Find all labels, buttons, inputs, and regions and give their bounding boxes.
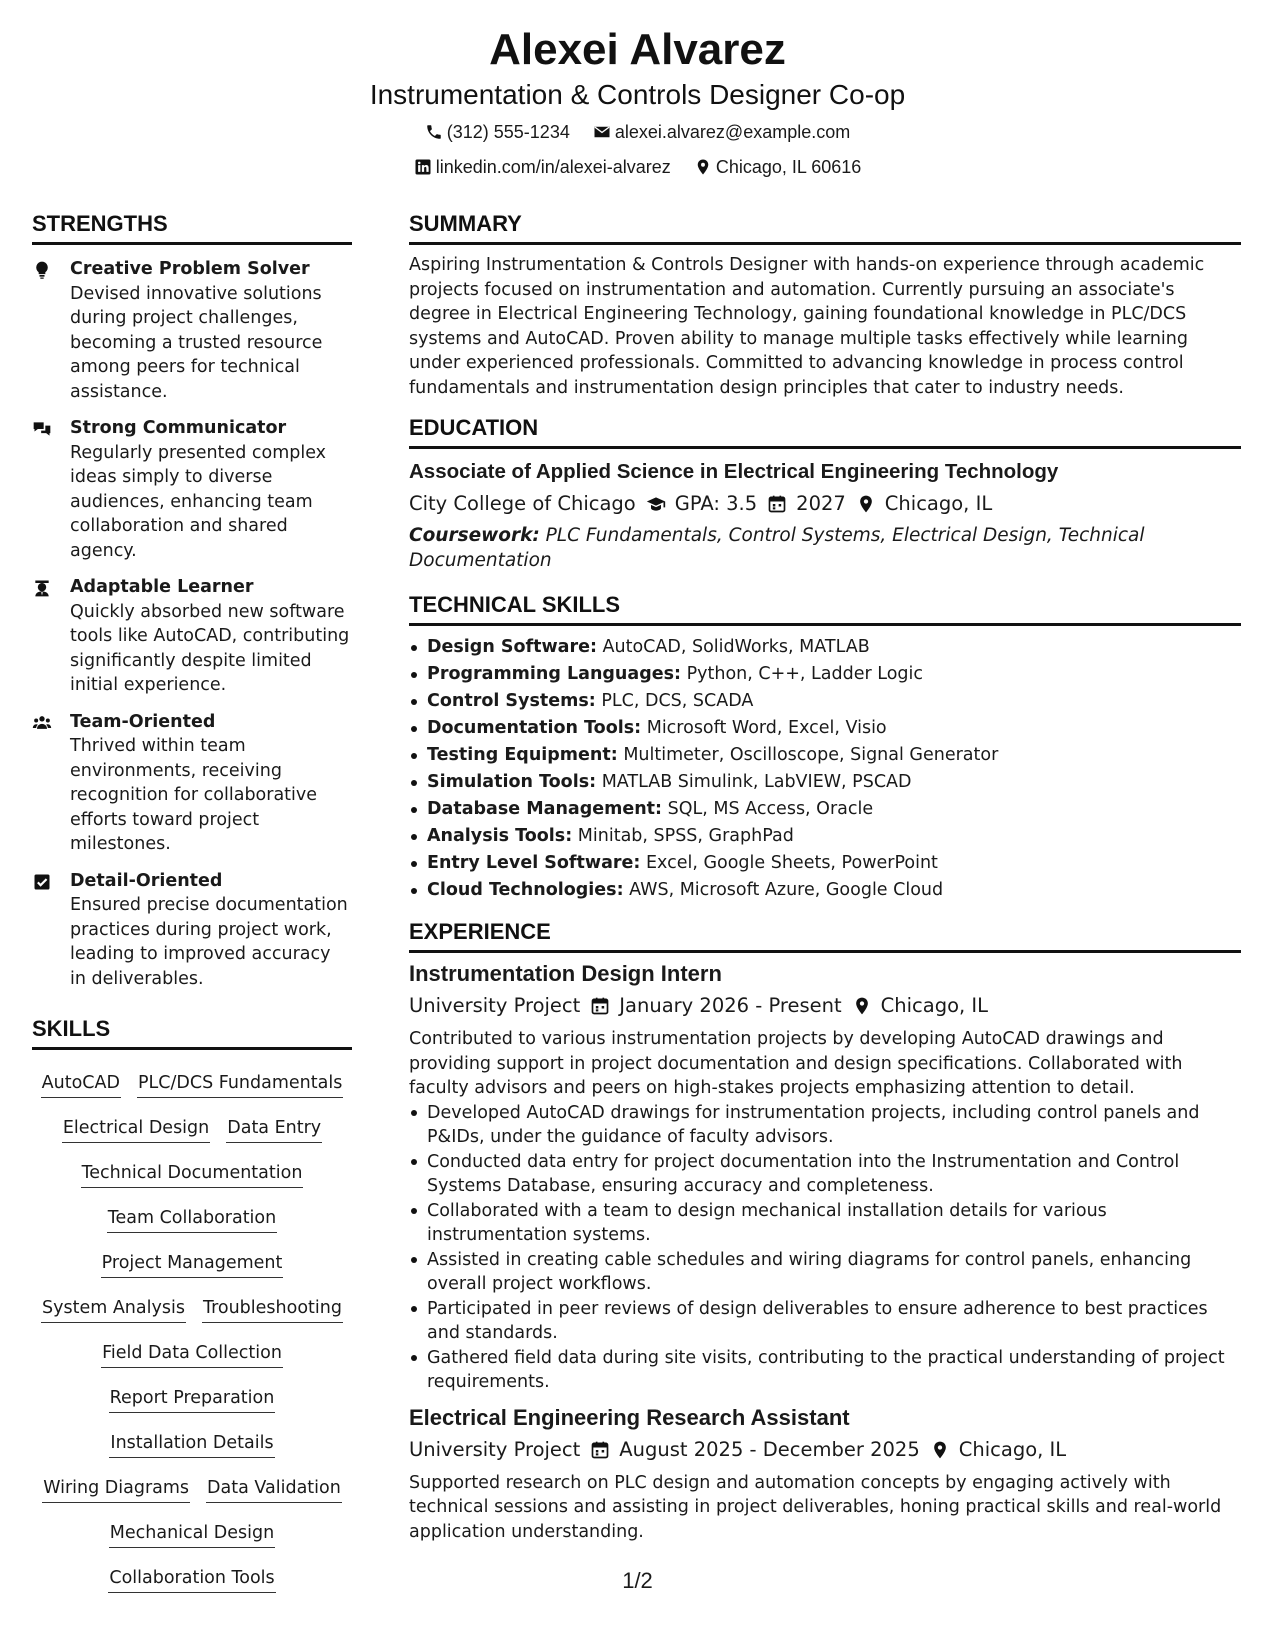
lightbulb-icon (32, 260, 52, 280)
list-item (409, 634, 1241, 661)
phone-text: (312) 555-1234 (446, 122, 570, 142)
skill-tag: Field Data Collection (101, 1341, 283, 1368)
job-title: Electrical Engineering Research Assistant (409, 1404, 850, 1430)
summary-text: Aspiring Instrumentation & Controls Designer with hands-on experience through academic projects focused on instrumentation and automation. Currently pursuing an associate's degree in Electrical Engineering Technology, gaining foundational knowledge in PLC/DCS systems and AutoCAD. Proven ability to manage multiple tasks effectively while learning under experienced professionals. Committed to advancing knowledge in process control fundamentals and instrumentation design principles that cater to industry needs. (409, 255, 1205, 398)
list-item (409, 796, 1241, 823)
map-pin-icon (694, 158, 712, 176)
graduation-year: 2027 (796, 492, 846, 515)
skill-tag: Data Validation (206, 1476, 342, 1503)
education-meta (409, 489, 1241, 519)
skill-category: Control Systems: (427, 691, 596, 711)
list-item (409, 688, 1241, 715)
comments-icon (32, 419, 52, 439)
skill-category: Testing Equipment: (427, 745, 618, 765)
map-pin-icon (856, 494, 876, 514)
strength-title: Strong Communicator (70, 418, 287, 438)
phone-icon (425, 123, 443, 141)
gpa-text: GPA: 3.5 (674, 492, 758, 515)
contact-row-1 (0, 120, 1275, 147)
strength-item (32, 710, 352, 857)
list-item (409, 742, 1241, 769)
job-description: Supported research on PLC design and automation concepts by engaging actively with technical sessions and assisting in project deliverables, honing practical skills and real-world application understanding. (409, 1472, 1222, 1542)
technical-skills-heading: TECHNICAL SKILLS (409, 591, 1241, 626)
strength-item (32, 575, 352, 698)
skill-values: Minitab, SPSS, GraphPad (577, 826, 794, 846)
coursework-label: Coursework: (409, 525, 540, 546)
job-dates: August 2025 - December 2025 (619, 1437, 920, 1461)
linkedin-icon (414, 158, 432, 176)
skill-tag: Collaboration Tools (108, 1566, 275, 1593)
page-number: 1/2 (622, 1568, 653, 1593)
skill-tag: Installation Details (109, 1431, 274, 1458)
skill-category: Simulation Tools: (427, 772, 597, 792)
education-location: Chicago, IL (884, 492, 993, 515)
phone-contact[interactable] (425, 120, 570, 144)
left-column (32, 210, 352, 1600)
map-pin-icon (852, 996, 872, 1016)
list-item (409, 715, 1241, 742)
strength-text: Regularly presented complex ideas simply to diverse audiences, enhancing team collaboration and shared agency. (70, 442, 327, 561)
skill-values: Microsoft Word, Excel, Visio (646, 718, 887, 738)
job-entry (409, 1403, 1241, 1545)
skill-values: AutoCAD, SolidWorks, MATLAB (602, 637, 870, 657)
list-item (409, 769, 1241, 796)
calendar-icon (590, 996, 610, 1016)
job-title: Instrumentation Design Intern (409, 961, 722, 986)
skill-values: AWS, Microsoft Azure, Google Cloud (629, 880, 944, 900)
strength-title: Creative Problem Solver (70, 259, 310, 279)
strength-title: Detail-Oriented (70, 870, 223, 891)
skill-values: Excel, Google Sheets, PowerPoint (645, 853, 938, 873)
resume-header (0, 0, 1275, 182)
calendar-icon (767, 494, 787, 514)
technical-skills-list (409, 634, 1241, 904)
skill-tag: Technical Documentation (81, 1161, 304, 1188)
job-dates: January 2026 - Present (619, 994, 842, 1017)
job-entry (409, 959, 1241, 1395)
graduation-cap-icon (646, 494, 666, 514)
list-item: Conducted data entry for project documentation into the Instrumentation and Control Systems Database, ensuring accuracy and completeness. (409, 1150, 1241, 1199)
list-item: Gathered field data during site visits, contributing to the practical understanding of project requirements. (409, 1346, 1241, 1395)
list-item (409, 877, 1241, 904)
skill-category: Entry Level Software: (427, 853, 641, 873)
list-item: Participated in peer reviews of design deliverables to ensure adherence to best practices and standards. (409, 1297, 1241, 1346)
list-item (409, 823, 1241, 850)
job-meta (409, 991, 1241, 1021)
skill-values: Multimeter, Oscilloscope, Signal Generator (623, 745, 999, 765)
list-item: Collaborated with a team to design mechanical installation details for various instrumentation systems. (409, 1199, 1241, 1248)
list-item: Developed AutoCAD drawings for instrumentation projects, including control panels and P&IDs, under the guidance of faculty advisors. (409, 1101, 1241, 1150)
location-text: Chicago, IL 60616 (715, 157, 862, 177)
strength-item (32, 257, 352, 404)
linkedin-text: linkedin.com/in/alexei-alvarez (435, 157, 671, 177)
strength-title: Team-Oriented (70, 711, 216, 732)
strength-text: Quickly absorbed new software tools like AutoCAD, contributing significantly despite limited initial experience. (70, 601, 350, 695)
strength-text: Devised innovative solutions during project challenges, becoming a trusted resource among peers for technical assistance. (70, 283, 323, 402)
skill-values: PLC, DCS, SCADA (601, 691, 754, 711)
candidate-title: Instrumentation & Controls Designer Co-op (369, 79, 906, 110)
coursework-text: PLC Fundamentals, Control Systems, Electrical Design, Technical Documentation (409, 525, 1145, 571)
list-item: Assisted in creating cable schedules and wiring diagrams for control panels, enhancing overall project workflows. (409, 1248, 1241, 1297)
skill-tag: Troubleshooting (202, 1296, 343, 1323)
list-item (409, 661, 1241, 688)
summary-heading: SUMMARY (409, 210, 1241, 245)
right-column (409, 210, 1241, 1544)
skills-tag-list (32, 1060, 352, 1600)
skill-tag: Project Management (101, 1251, 284, 1278)
skill-tag: Team Collaboration (107, 1206, 277, 1233)
skill-category: Database Management: (427, 799, 663, 819)
school-name: City College of Chicago (409, 492, 636, 515)
map-pin-icon (930, 1440, 950, 1460)
skill-tag: Report Preparation (109, 1386, 276, 1413)
contact-row-2 (0, 155, 1275, 182)
location-contact (694, 155, 861, 179)
job-description: Contributed to various instrumentation projects by developing AutoCAD drawings and providing support in project documentation and design specifications. Collaborated with faculty advisors and peers on high-stakes projects emphasizing attention to detail. (409, 1029, 1183, 1098)
experience-heading: EXPERIENCE (409, 918, 1241, 953)
degree-title: Associate of Applied Science in Electrical Engineering Technology (409, 460, 1059, 483)
strengths-heading: STRENGTHS (32, 210, 352, 245)
job-meta (409, 1435, 1241, 1465)
skill-category: Design Software: (427, 637, 597, 657)
skill-tag: Data Entry (226, 1116, 322, 1143)
strength-title: Adaptable Learner (70, 577, 254, 597)
users-icon (32, 713, 52, 733)
skill-tag: AutoCAD (41, 1071, 121, 1098)
skill-tag: Electrical Design (62, 1116, 210, 1143)
graduate-icon (32, 578, 52, 598)
skills-heading: SKILLS (32, 1015, 352, 1050)
job-bullets (409, 1101, 1241, 1395)
strength-text: Ensured precise documentation practices during project work, leading to improved accuracy in deliverables. (70, 895, 348, 989)
email-text: alexei.alvarez@example.com (614, 122, 851, 142)
check-square-icon (32, 872, 52, 892)
candidate-name: Alexei Alvarez (489, 25, 786, 74)
skill-values: Python, C++, Ladder Logic (686, 664, 924, 684)
skill-tag: System Analysis (41, 1296, 186, 1323)
envelope-icon (593, 123, 611, 141)
strength-text: Thrived within team environments, receiving recognition for collaborative efforts toward project milestones. (70, 736, 318, 854)
job-org: University Project (409, 1437, 581, 1461)
job-location: Chicago, IL (958, 1437, 1067, 1461)
skill-values: SQL, MS Access, Oracle (667, 799, 874, 819)
list-item (409, 850, 1241, 877)
job-location: Chicago, IL (880, 994, 989, 1017)
skill-tag: Wiring Diagrams (42, 1476, 190, 1503)
strength-item (32, 416, 352, 563)
skill-category: Programming Languages: (427, 664, 682, 684)
email-contact[interactable] (593, 120, 850, 144)
skill-tag: PLC/DCS Fundamentals (137, 1071, 343, 1098)
skill-tag: Mechanical Design (109, 1521, 275, 1548)
skill-category: Cloud Technologies: (427, 880, 624, 900)
linkedin-contact[interactable] (414, 155, 671, 179)
strength-item (32, 869, 352, 992)
coursework (409, 523, 1241, 573)
skill-values: MATLAB Simulink, LabVIEW, PSCAD (601, 772, 912, 792)
skill-category: Analysis Tools: (427, 826, 573, 846)
calendar-icon (590, 1440, 610, 1460)
education-heading: EDUCATION (409, 414, 1241, 449)
job-org: University Project (409, 994, 581, 1017)
skill-category: Documentation Tools: (427, 718, 642, 738)
